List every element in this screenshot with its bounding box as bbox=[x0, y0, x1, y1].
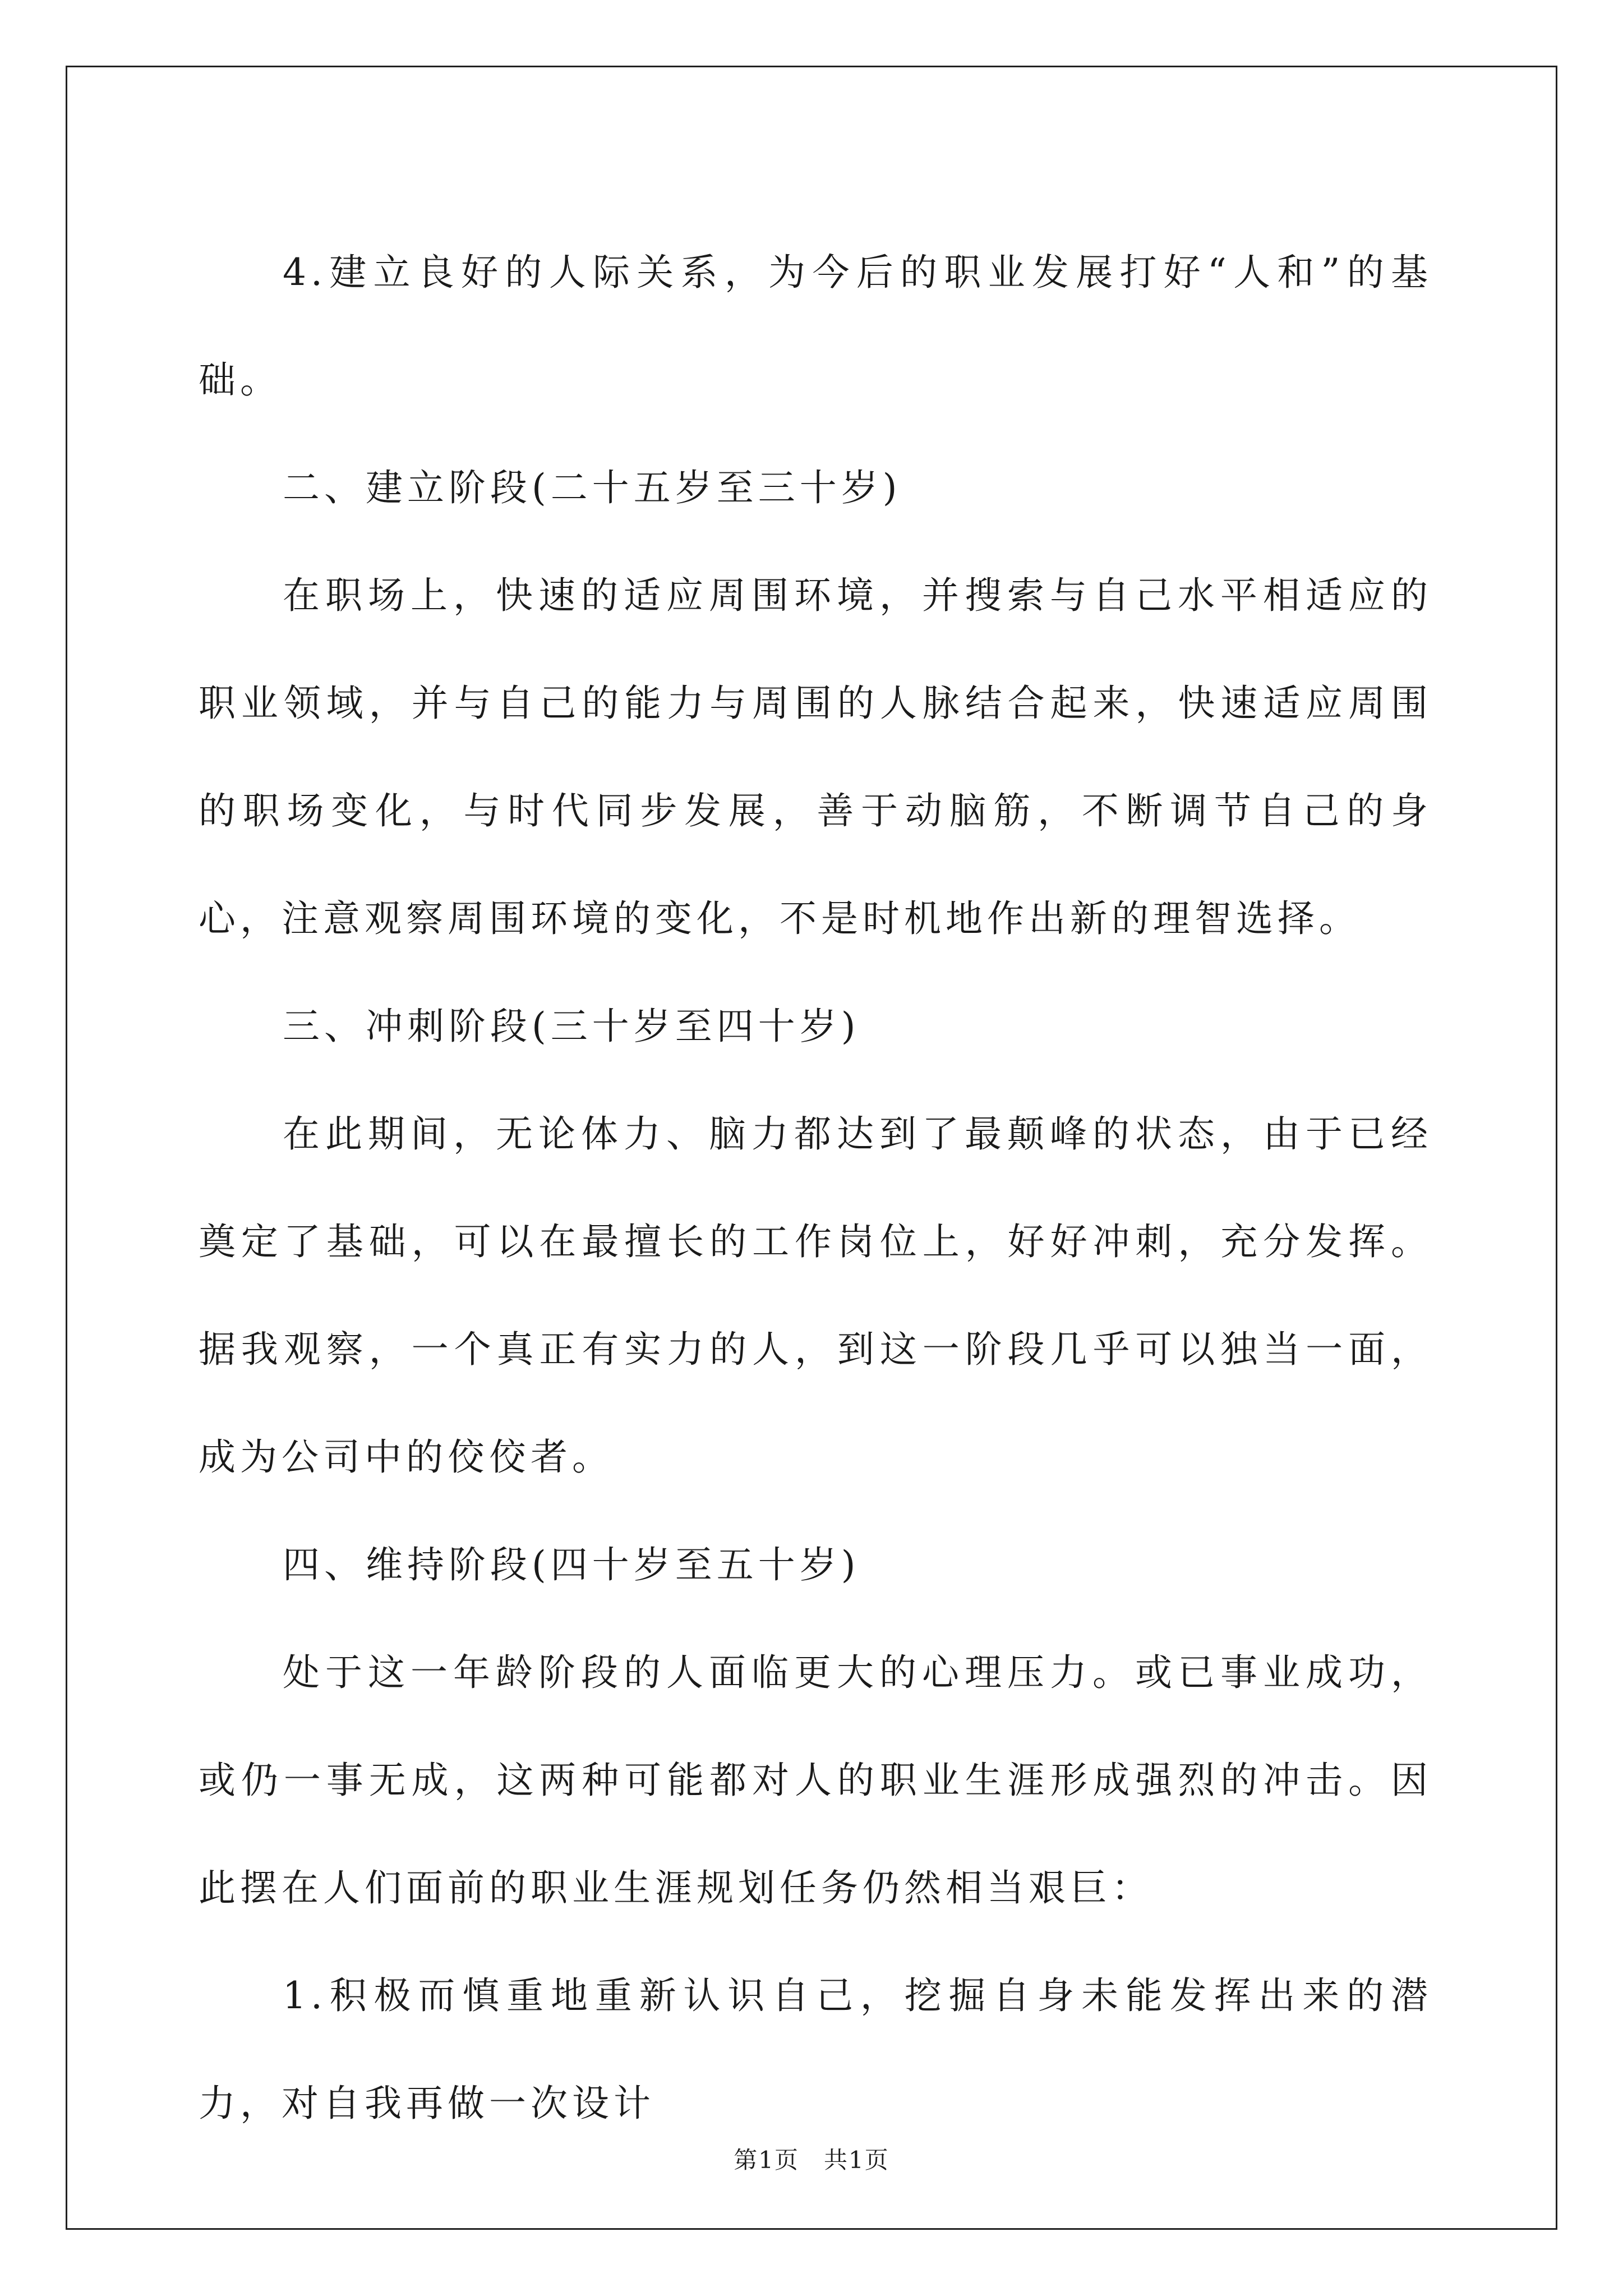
paragraph-maintenance: 处于这一年龄阶段的人面临更大的心理压力。或已事业成功，或仍一事无成，这两种可能都对人的职业生涯形成强烈的冲击。因此摆在人们面前的职业生涯规划任务仍然相当艰巨： bbox=[199, 1651, 1432, 1910]
paragraph-relationships: 4.建立良好的人际关系，为今后的职业发展打好“人和”的基础。 bbox=[199, 251, 1432, 402]
paragraph-sprint: 在此期间，无论体力、脑力都达到了最颠峰的状态，由于已经奠定了基础，可以在最擅长的工作岗位上，好好冲刺，充分发挥。据我观察，一个真正有实力的人，到这一阶段几乎可以独当一面，成为公司中的佼佼者。 bbox=[199, 1112, 1432, 1479]
heading-establishment-stage: 二、建立阶段(二十五岁至三十岁) bbox=[283, 466, 902, 509]
heading-maintenance-stage: 四、维持阶段(四十岁至五十岁) bbox=[283, 1543, 860, 1586]
document-body bbox=[199, 219, 1432, 2157]
heading-sprint-stage: 三、冲刺阶段(三十岁至四十岁) bbox=[283, 1005, 860, 1048]
page-footer: 第1页 共1页 bbox=[734, 2146, 889, 2174]
paragraph-establishment: 在职场上，快速的适应周围环境，并搜索与自己水平相适应的职业领域，并与自己的能力与周围的人脉结合起来，快速适应周围的职场变化，与时代同步发展，善于动脑筋，不断调节自己的身心，注意观察周围环境的变化，不是时机地作出新的理智选择。 bbox=[199, 574, 1432, 940]
paragraph-self-reassessment: 1.积极而慎重地重新认识自己，挖掘自身未能发挥出来的潜力，对自我再做一次设计 bbox=[199, 1974, 1432, 2125]
